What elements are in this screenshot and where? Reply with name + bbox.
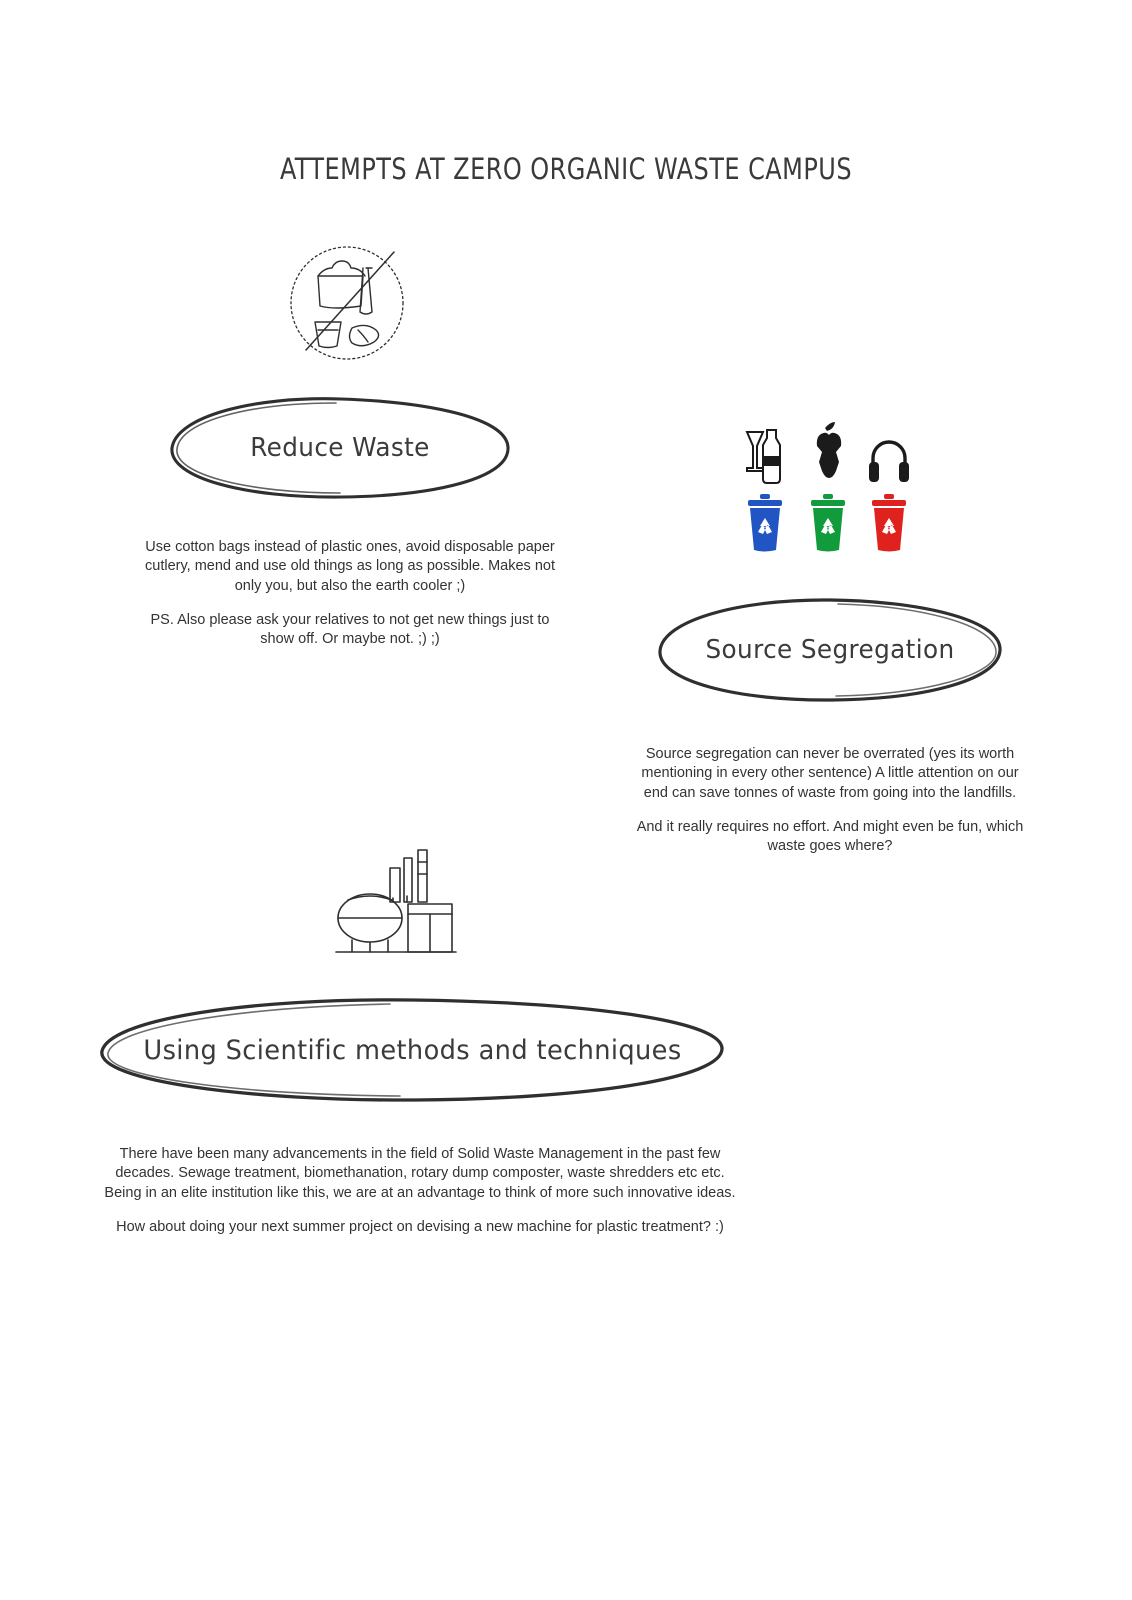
three-recycling-bins-icon bbox=[745, 420, 925, 585]
reduce-waste-heading: Reduce Waste bbox=[250, 433, 430, 463]
scientific-methods-bubble bbox=[90, 995, 735, 1105]
scientific-methods-paragraph-1: There have been many advancements in the field of Solid Waste Management in the past few decades. Sewage treatment, biomethanation, rotary dump composter, waste shredders etc etc. Being in an elite institution like this, we are at an advantage to think of more such innovative ideas. bbox=[104, 1145, 736, 1201]
reduce-waste-bubble bbox=[160, 393, 520, 503]
source-segregation-bubble bbox=[650, 595, 1010, 705]
source-segregation-heading: Source Segregation bbox=[705, 635, 955, 665]
source-segregation-copy bbox=[630, 730, 1030, 871]
scientific-methods-copy bbox=[100, 1130, 740, 1252]
reduce-waste-paragraph-1: Use cotton bags instead of plastic ones, avoid disposable paper cutlery, mend and use old things as long as possible. Makes not only you, but also the earth cooler ;) bbox=[145, 538, 555, 594]
scientific-methods-heading: Using Scientific methods and techniques bbox=[143, 1034, 682, 1066]
scientific-methods-paragraph-2: How about doing your next summer project on devising a new machine for plastic treatment? :) bbox=[116, 1218, 724, 1235]
source-segregation-paragraph-2: And it really requires no effort. And might even be fun, which waste goes where? bbox=[636, 818, 1024, 854]
plastic-bag-crossed-out-icon bbox=[282, 238, 412, 373]
page-title: ATTEMPTS AT ZERO ORGANIC WASTE CAMPUS bbox=[279, 152, 853, 186]
reduce-waste-paragraph-2: PS. Also please ask your relatives to not get new things just to show off. Or maybe not. ;) ;) bbox=[150, 611, 550, 647]
source-segregation-paragraph-1: Source segregation can never be overrated (yes its worth mentioning in every other sentence) A little attention on our end can save tonnes of waste from going into the landfills. bbox=[641, 745, 1019, 801]
industrial-plant-icon bbox=[330, 840, 480, 965]
reduce-waste-copy bbox=[140, 523, 560, 664]
